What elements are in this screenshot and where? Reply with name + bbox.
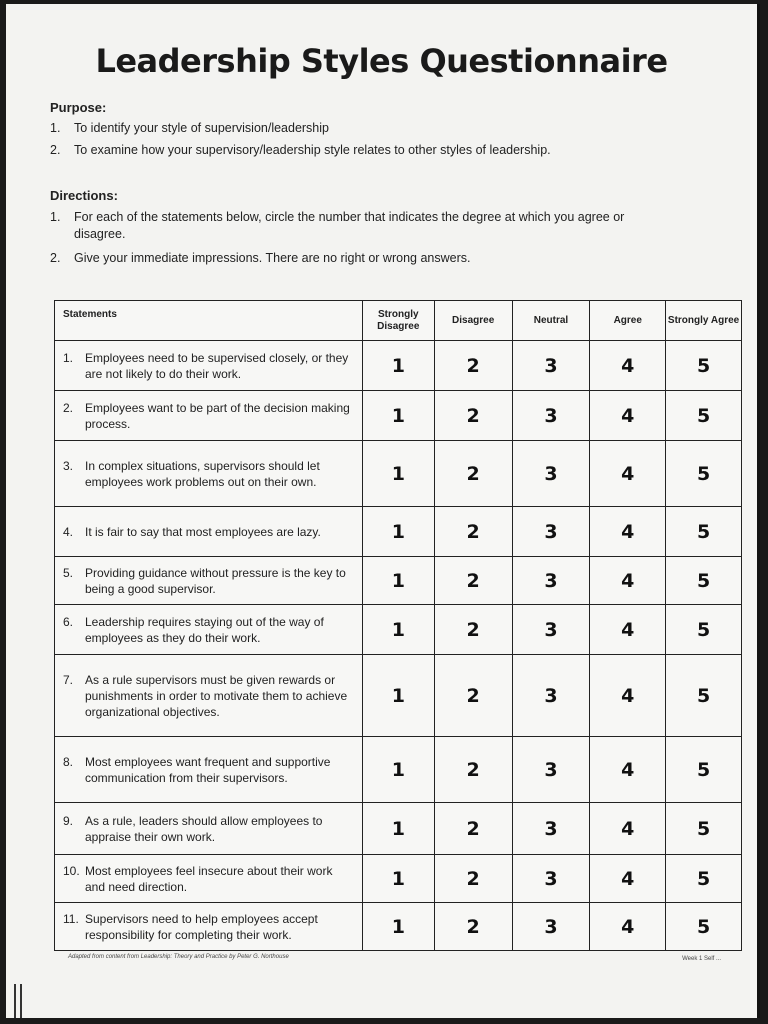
rating-option-4[interactable]: 4 bbox=[590, 441, 666, 507]
rating-option-3[interactable]: 3 bbox=[512, 855, 590, 903]
statement-text: As a rule, leaders should allow employees to appraise their own work. bbox=[85, 813, 323, 844]
statement-text: Employees need to be supervised closely, or they are not likely to do their work. bbox=[85, 350, 349, 381]
header-strongly-disagree: Strongly Disagree bbox=[362, 301, 434, 341]
rating-option-4[interactable]: 4 bbox=[590, 557, 666, 605]
page-reference: Week 1 Self ... bbox=[682, 956, 721, 962]
questionnaire-page bbox=[6, 4, 760, 1018]
directions-item-1 bbox=[50, 209, 650, 243]
rating-option-1[interactable]: 1 bbox=[362, 341, 434, 391]
header-statements: Statements bbox=[55, 301, 363, 341]
statement-number: 10. bbox=[63, 863, 80, 878]
purpose-item-2-text: To examine how your supervisory/leadership style relates to other styles of leadership. bbox=[74, 143, 551, 157]
statement-text: Supervisors need to help employees accept responsibility for completing their work. bbox=[85, 911, 318, 942]
rating-option-1[interactable]: 1 bbox=[362, 391, 434, 441]
directions-item-2 bbox=[50, 250, 650, 267]
rating-option-5[interactable]: 5 bbox=[666, 655, 742, 737]
rating-option-5[interactable]: 5 bbox=[666, 441, 742, 507]
statement-cell bbox=[55, 903, 363, 951]
rating-option-1[interactable]: 1 bbox=[362, 507, 434, 557]
statement-number: 2. bbox=[63, 400, 74, 415]
table-row bbox=[55, 557, 742, 605]
directions-item-2-number: 2. bbox=[50, 251, 61, 265]
table-row bbox=[55, 803, 742, 855]
rating-option-3[interactable]: 3 bbox=[512, 605, 590, 655]
table-row bbox=[55, 855, 742, 903]
purpose-heading: Purpose: bbox=[50, 100, 107, 115]
purpose-item-1-number: 1. bbox=[50, 121, 61, 135]
rating-option-2[interactable]: 2 bbox=[434, 605, 512, 655]
rating-option-5[interactable]: 5 bbox=[666, 803, 742, 855]
rating-option-2[interactable]: 2 bbox=[434, 391, 512, 441]
source-note: Adapted from content from Leadership: Theory and Practice by Peter G. Northouse bbox=[68, 954, 289, 960]
rating-option-4[interactable]: 4 bbox=[590, 655, 666, 737]
table-row bbox=[55, 655, 742, 737]
rating-option-2[interactable]: 2 bbox=[434, 441, 512, 507]
rating-option-2[interactable]: 2 bbox=[434, 903, 512, 951]
rating-option-2[interactable]: 2 bbox=[434, 655, 512, 737]
table-body bbox=[55, 341, 742, 951]
table-row bbox=[55, 391, 742, 441]
directions-item-2-text: Give your immediate impressions. There are no right or wrong answers. bbox=[74, 251, 471, 265]
directions-item-1-number: 1. bbox=[50, 210, 61, 224]
statement-number: 8. bbox=[63, 754, 74, 769]
rating-option-5[interactable]: 5 bbox=[666, 391, 742, 441]
rating-option-4[interactable]: 4 bbox=[590, 341, 666, 391]
rating-option-5[interactable]: 5 bbox=[666, 605, 742, 655]
table-row bbox=[55, 605, 742, 655]
rating-option-1[interactable]: 1 bbox=[362, 441, 434, 507]
rating-option-4[interactable]: 4 bbox=[590, 737, 666, 803]
table-row bbox=[55, 903, 742, 951]
table-row bbox=[55, 441, 742, 507]
header-strongly-agree: Strongly Agree bbox=[666, 301, 742, 341]
header-disagree: Disagree bbox=[434, 301, 512, 341]
questionnaire-table bbox=[54, 300, 742, 951]
rating-option-2[interactable]: 2 bbox=[434, 341, 512, 391]
rating-option-5[interactable]: 5 bbox=[666, 557, 742, 605]
statement-cell bbox=[55, 737, 363, 803]
statement-cell bbox=[55, 341, 363, 391]
rating-option-2[interactable]: 2 bbox=[434, 803, 512, 855]
statement-number: 3. bbox=[63, 458, 74, 473]
rating-option-3[interactable]: 3 bbox=[512, 803, 590, 855]
statement-text: It is fair to say that most employees are lazy. bbox=[85, 524, 321, 539]
header-agree: Agree bbox=[590, 301, 666, 341]
statement-text: As a rule supervisors must be given rewards or punishments in order to motivate them to achieve organizational objectives. bbox=[85, 672, 348, 719]
rating-option-3[interactable]: 3 bbox=[512, 737, 590, 803]
rating-option-2[interactable]: 2 bbox=[434, 557, 512, 605]
statement-number: 1. bbox=[63, 350, 74, 365]
header-neutral: Neutral bbox=[512, 301, 590, 341]
rating-option-1[interactable]: 1 bbox=[362, 655, 434, 737]
rating-option-5[interactable]: 5 bbox=[666, 855, 742, 903]
rating-option-1[interactable]: 1 bbox=[362, 803, 434, 855]
statement-number: 4. bbox=[63, 524, 74, 539]
purpose-item-2-number: 2. bbox=[50, 143, 61, 157]
rating-option-3[interactable]: 3 bbox=[512, 341, 590, 391]
statement-cell bbox=[55, 507, 363, 557]
table-header-row bbox=[55, 301, 742, 341]
rating-option-4[interactable]: 4 bbox=[590, 803, 666, 855]
rating-option-3[interactable]: 3 bbox=[512, 507, 590, 557]
statement-text: Employees want to be part of the decision making process. bbox=[85, 400, 350, 431]
statement-cell bbox=[55, 441, 363, 507]
statement-number: 11. bbox=[63, 911, 79, 926]
rating-option-5[interactable]: 5 bbox=[666, 903, 742, 951]
rating-option-4[interactable]: 4 bbox=[590, 507, 666, 557]
table-row bbox=[55, 341, 742, 391]
statement-text: In complex situations, supervisors should let employees work problems out on their own. bbox=[85, 458, 320, 489]
purpose-item-2 bbox=[50, 142, 650, 159]
rating-option-4[interactable]: 4 bbox=[590, 391, 666, 441]
rating-option-2[interactable]: 2 bbox=[434, 507, 512, 557]
rating-option-1[interactable]: 1 bbox=[362, 737, 434, 803]
statement-number: 7. bbox=[63, 672, 74, 687]
table-row bbox=[55, 507, 742, 557]
rating-option-1[interactable]: 1 bbox=[362, 557, 434, 605]
statement-cell bbox=[55, 803, 363, 855]
statement-number: 6. bbox=[63, 614, 74, 629]
statement-text: Providing guidance without pressure is the key to being a good supervisor. bbox=[85, 565, 346, 596]
statement-cell bbox=[55, 855, 363, 903]
binder-edge bbox=[14, 984, 22, 1018]
rating-option-3[interactable]: 3 bbox=[512, 391, 590, 441]
statement-text: Leadership requires staying out of the way of employees as they do their work. bbox=[85, 614, 324, 645]
statement-cell bbox=[55, 655, 363, 737]
statement-cell bbox=[55, 557, 363, 605]
page-title: Leadership Styles Questionnaire bbox=[95, 42, 668, 80]
rating-option-1[interactable]: 1 bbox=[362, 855, 434, 903]
statement-cell bbox=[55, 605, 363, 655]
rating-option-4[interactable]: 4 bbox=[590, 855, 666, 903]
directions-item-1-text: For each of the statements below, circle the number that indicates the degree at which you agree or disagree. bbox=[74, 210, 625, 241]
rating-option-3[interactable]: 3 bbox=[512, 441, 590, 507]
rating-option-4[interactable]: 4 bbox=[590, 605, 666, 655]
statement-text: Most employees feel insecure about their work and need direction. bbox=[85, 863, 333, 894]
statement-text: Most employees want frequent and supportive communication from their supervisors. bbox=[85, 754, 331, 785]
rating-option-5[interactable]: 5 bbox=[666, 737, 742, 803]
rating-option-2[interactable]: 2 bbox=[434, 737, 512, 803]
table-row bbox=[55, 737, 742, 803]
statement-cell bbox=[55, 391, 363, 441]
rating-option-3[interactable]: 3 bbox=[512, 557, 590, 605]
rating-option-1[interactable]: 1 bbox=[362, 605, 434, 655]
rating-option-5[interactable]: 5 bbox=[666, 341, 742, 391]
directions-heading: Directions: bbox=[50, 188, 118, 203]
rating-option-3[interactable]: 3 bbox=[512, 903, 590, 951]
statement-number: 9. bbox=[63, 813, 74, 828]
rating-option-3[interactable]: 3 bbox=[512, 655, 590, 737]
rating-option-4[interactable]: 4 bbox=[590, 903, 666, 951]
rating-option-2[interactable]: 2 bbox=[434, 855, 512, 903]
purpose-item-1-text: To identify your style of supervision/leadership bbox=[74, 121, 329, 135]
rating-option-5[interactable]: 5 bbox=[666, 507, 742, 557]
statement-number: 5. bbox=[63, 565, 74, 580]
rating-option-1[interactable]: 1 bbox=[362, 903, 434, 951]
purpose-item-1 bbox=[50, 120, 650, 137]
